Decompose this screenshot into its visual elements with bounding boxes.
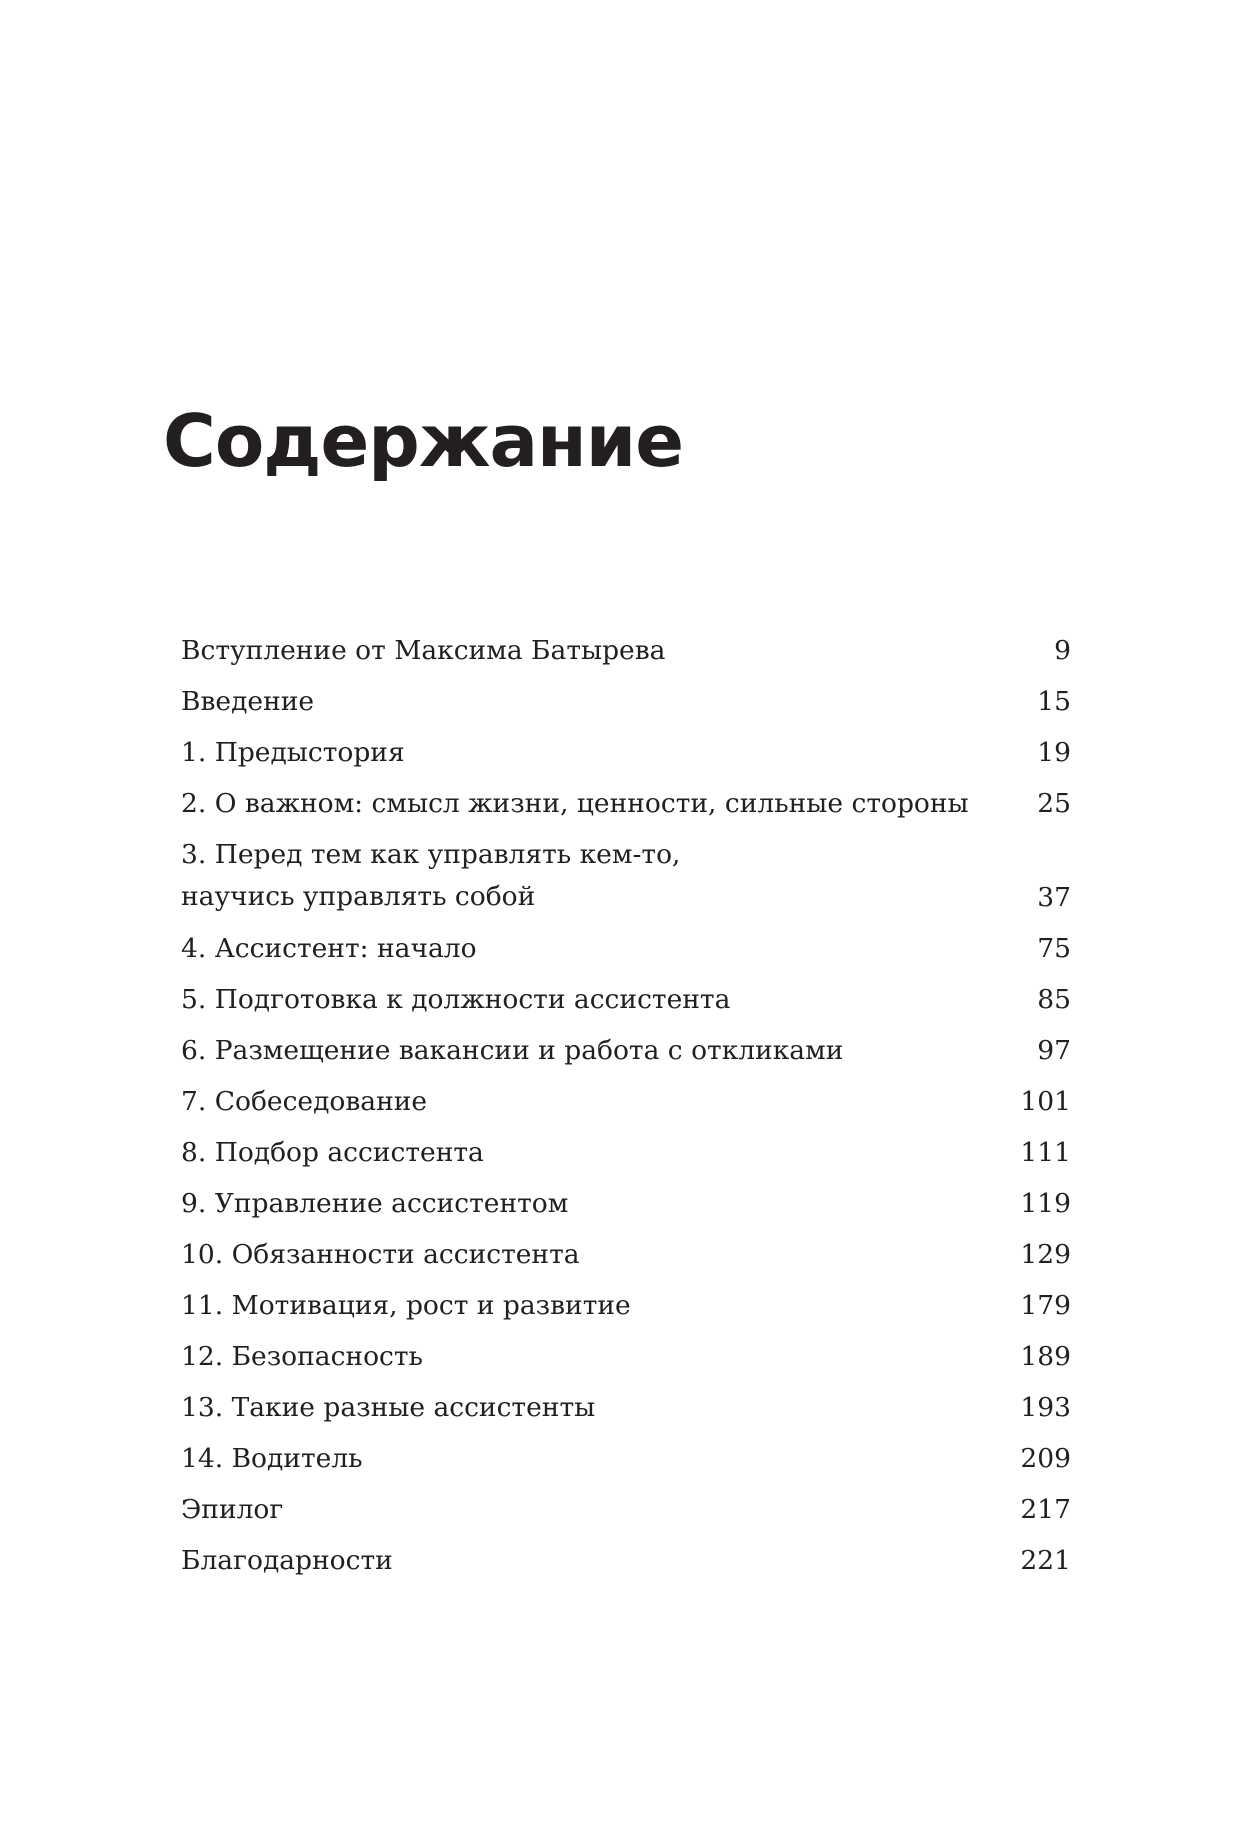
- page-title: Содержание: [163, 399, 684, 483]
- toc-entry-chapter-4[interactable]: [181, 928, 1071, 979]
- toc-entry-chapter-1[interactable]: [181, 732, 1071, 783]
- toc-entry-title: 6. Размещение вакансии и работа с откликами: [181, 1035, 844, 1066]
- toc-entry-title: 7. Собеседование: [181, 1086, 428, 1117]
- toc-entry-title: Благодарности: [181, 1545, 393, 1576]
- toc-entry-epilogue[interactable]: [181, 1489, 1071, 1540]
- toc-entry-chapter-9[interactable]: [181, 1183, 1071, 1234]
- toc-entry-chapter-7[interactable]: [181, 1081, 1071, 1132]
- toc-entry-page: 129: [1020, 1239, 1071, 1270]
- toc-entry-page: 9: [1054, 635, 1071, 666]
- toc-entry-page: 101: [1020, 1086, 1071, 1117]
- toc-entry-title: Эпилог: [181, 1494, 284, 1525]
- toc-entry-title: 1. Предыстория: [181, 737, 405, 768]
- toc-entry-chapter-3[interactable]: [181, 834, 1071, 928]
- toc-entry-page: 15: [1037, 686, 1071, 717]
- toc-entry-page: 25: [1037, 788, 1071, 819]
- toc-entry-page: 111: [1020, 1137, 1071, 1168]
- toc-entry-chapter-5[interactable]: [181, 979, 1071, 1030]
- toc-entry-title: Вступление от Максима Батырева: [181, 635, 666, 666]
- toc-entry-chapter-11[interactable]: [181, 1285, 1071, 1336]
- toc-entry-page: 209: [1020, 1443, 1071, 1474]
- toc-entry-title: 12. Безопасность: [181, 1341, 423, 1372]
- toc-entry-page: 119: [1020, 1188, 1071, 1219]
- toc-entry-chapter-8[interactable]: [181, 1132, 1071, 1183]
- toc-entry-title: 13. Такие разные ассистенты: [181, 1392, 596, 1423]
- toc-entry-page: 221: [1020, 1545, 1071, 1576]
- toc-entry-chapter-12[interactable]: [181, 1336, 1071, 1387]
- toc-entry-page: 217: [1020, 1494, 1071, 1525]
- toc-entry-page: 97: [1037, 1035, 1071, 1066]
- toc-entry-title: 14. Водитель: [181, 1443, 363, 1474]
- toc-entry-title: 5. Подготовка к должности ассистента: [181, 984, 731, 1015]
- toc-entry-page: 179: [1020, 1290, 1071, 1321]
- toc-entry-page: 75: [1037, 933, 1071, 964]
- toc-entry-chapter-14[interactable]: [181, 1438, 1071, 1489]
- toc-entry-title-line-2: научись управлять собой: [181, 881, 536, 912]
- toc-entry-page: 193: [1020, 1392, 1071, 1423]
- toc-entry-page: 19: [1037, 737, 1071, 768]
- toc-entry-chapter-10[interactable]: [181, 1234, 1071, 1285]
- toc-entry-introduction[interactable]: [181, 681, 1071, 732]
- toc-entry-chapter-6[interactable]: [181, 1030, 1071, 1081]
- toc-entry-title: 11. Мотивация, рост и развитие: [181, 1290, 631, 1321]
- toc-entry-title: [181, 834, 981, 918]
- toc-entry-page: 85: [1037, 984, 1071, 1015]
- toc-entry-page: 37: [1037, 882, 1071, 913]
- toc-entry-chapter-13[interactable]: [181, 1387, 1071, 1438]
- toc-entry-acknowledgements[interactable]: [181, 1540, 1071, 1591]
- table-of-contents: [181, 630, 1071, 1591]
- toc-entry-page: 189: [1020, 1341, 1071, 1372]
- toc-entry-title: 2. О важном: смысл жизни, ценности, сильные стороны: [181, 788, 969, 819]
- toc-entry-foreword[interactable]: [181, 630, 1071, 681]
- toc-entry-chapter-2[interactable]: [181, 783, 1071, 834]
- toc-entry-title: Введение: [181, 686, 315, 717]
- toc-entry-title: 9. Управление ассистентом: [181, 1188, 569, 1219]
- toc-entry-title: 10. Обязанности ассистента: [181, 1239, 580, 1270]
- toc-entry-title: 8. Подбор ассистента: [181, 1137, 484, 1168]
- toc-entry-title: 4. Ассистент: начало: [181, 933, 477, 964]
- toc-entry-title-line-1: 3. Перед тем как управлять кем-то,: [181, 839, 681, 870]
